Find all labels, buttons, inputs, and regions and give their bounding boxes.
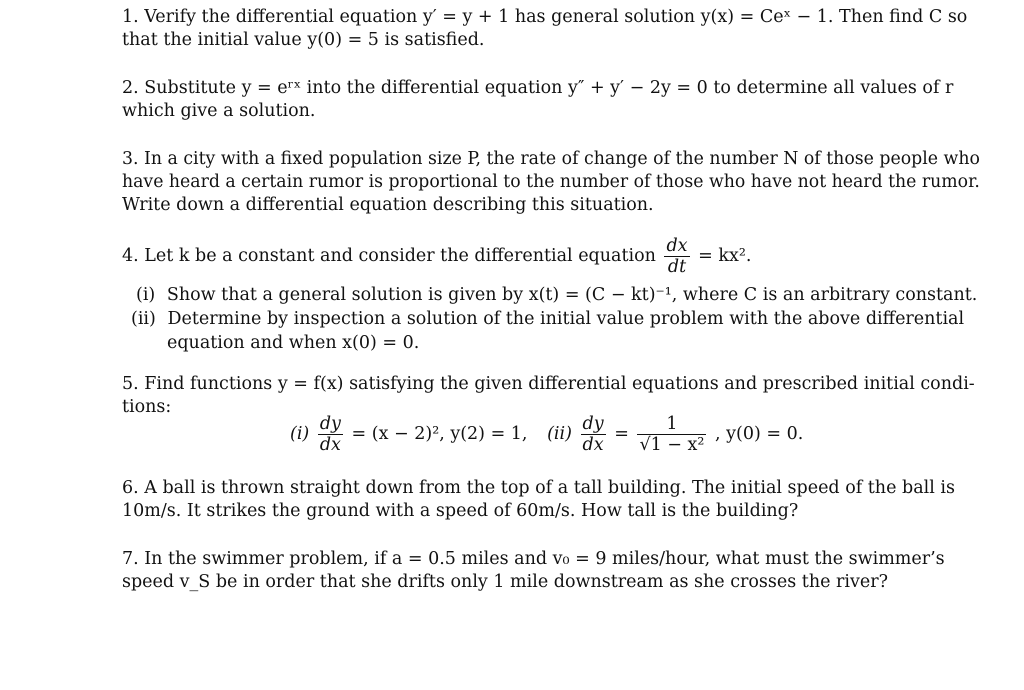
problem-1-line-2: that the initial value y(0) = 5 is satisfied. [122, 30, 485, 50]
problem-4-part-i-label: (i) [136, 285, 156, 305]
problem-4-frac-numerator: dx [666, 236, 688, 256]
problem-5-part-i-num: dy [319, 414, 341, 434]
problem-3 [122, 148, 978, 217]
problem-2 [122, 77, 978, 123]
problem-4-intro-line [122, 236, 978, 277]
problem-5-part-ii-eq: = [614, 424, 629, 444]
problem-5-part-ii-rhs-den: √1 − x² [639, 435, 705, 455]
problem-4-derivative-fraction [664, 236, 689, 277]
problem-4-rhs: = kx². [698, 246, 752, 266]
problem-5 [122, 373, 978, 419]
problem-5-part-ii-label: (ii) [547, 424, 572, 444]
problem-1 [122, 6, 978, 52]
problem-4-part-i-text: Show that a general solution is given by x(t) = (C − kt)⁻¹, where C is an arbitrary constant. [166, 285, 978, 305]
problem-3-line-2: have heard a certain rumor is proportional to the number of those who have not heard the rumor. [122, 172, 980, 192]
problem-4-frac-denominator: dt [667, 257, 687, 277]
problem-6-line-1: 6. A ball is thrown straight down from the top of a tall building. The initial speed of the ball is [122, 478, 955, 498]
problem-2-line-2: which give a solution. [122, 101, 316, 121]
problem-2-line-1: 2. Substitute y = eʳˣ into the differential equation y″ + y′ − 2y = 0 to determine all values of r [122, 78, 954, 98]
problem-7-line-2: speed v_S be in order that she drifts only 1 mile downstream as she crosses the river? [122, 572, 888, 592]
problem-6-line-2: 10m/s. It strikes the ground with a speed of 60m/s. How tall is the building? [122, 501, 799, 521]
problem-5-part-i-den: dx [319, 435, 341, 455]
problem-5-part-ii-num: dy [582, 414, 604, 434]
problem-5-part-i-fraction [318, 414, 343, 455]
problem-4-intro: 4. Let k be a constant and consider the differential equation [122, 246, 656, 266]
problem-5-part-i-label: (i) [290, 424, 310, 444]
problem-5-part-ii-den: dx [582, 435, 604, 455]
problem-7 [122, 548, 978, 594]
problem-4-part-ii-label: (ii) [131, 309, 156, 329]
problem-5-line-2: tions: [122, 397, 172, 417]
problem-4-part-ii-text-1: Determine by inspection a solution of the initial value problem with the above differential [167, 309, 965, 329]
problem-6 [122, 477, 978, 523]
problem-1-line-1: 1. Verify the differential equation y′ = y + 1 has general solution y(x) = Ceˣ − 1. Then find C so [122, 7, 968, 27]
problem-4-part-ii-text-2: equation and when x(0) = 0. [167, 333, 420, 353]
problem-5-part-ii-rhs-num: 1 [637, 414, 706, 435]
problem-5-part-ii-rhs-fraction [637, 414, 706, 455]
problem-7-line-1: 7. In the swimmer problem, if a = 0.5 miles and v₀ = 9 miles/hour, what must the swimmer’s [122, 549, 945, 569]
problem-5-part-i-rhs: = (x − 2)², y(2) = 1, [351, 424, 528, 444]
problem-4 [122, 236, 978, 277]
problem-5-equations [290, 414, 803, 455]
problem-5-part-ii-fraction [581, 414, 606, 455]
problem-5-part-ii-rhs: , y(0) = 0. [714, 424, 804, 444]
problem-4-part-ii [131, 308, 964, 331]
problem-4-part-i [136, 284, 977, 307]
problem-5-line-1: 5. Find functions y = f(x) satisfying the given differential equations and prescribed initial condi- [122, 374, 975, 394]
problem-3-line-3: Write down a differential equation describing this situation. [122, 195, 654, 215]
problem-3-line-1: 3. In a city with a fixed population size P, the rate of change of the number N of those people who [122, 149, 980, 169]
problem-4-part-ii-cont [167, 332, 419, 355]
